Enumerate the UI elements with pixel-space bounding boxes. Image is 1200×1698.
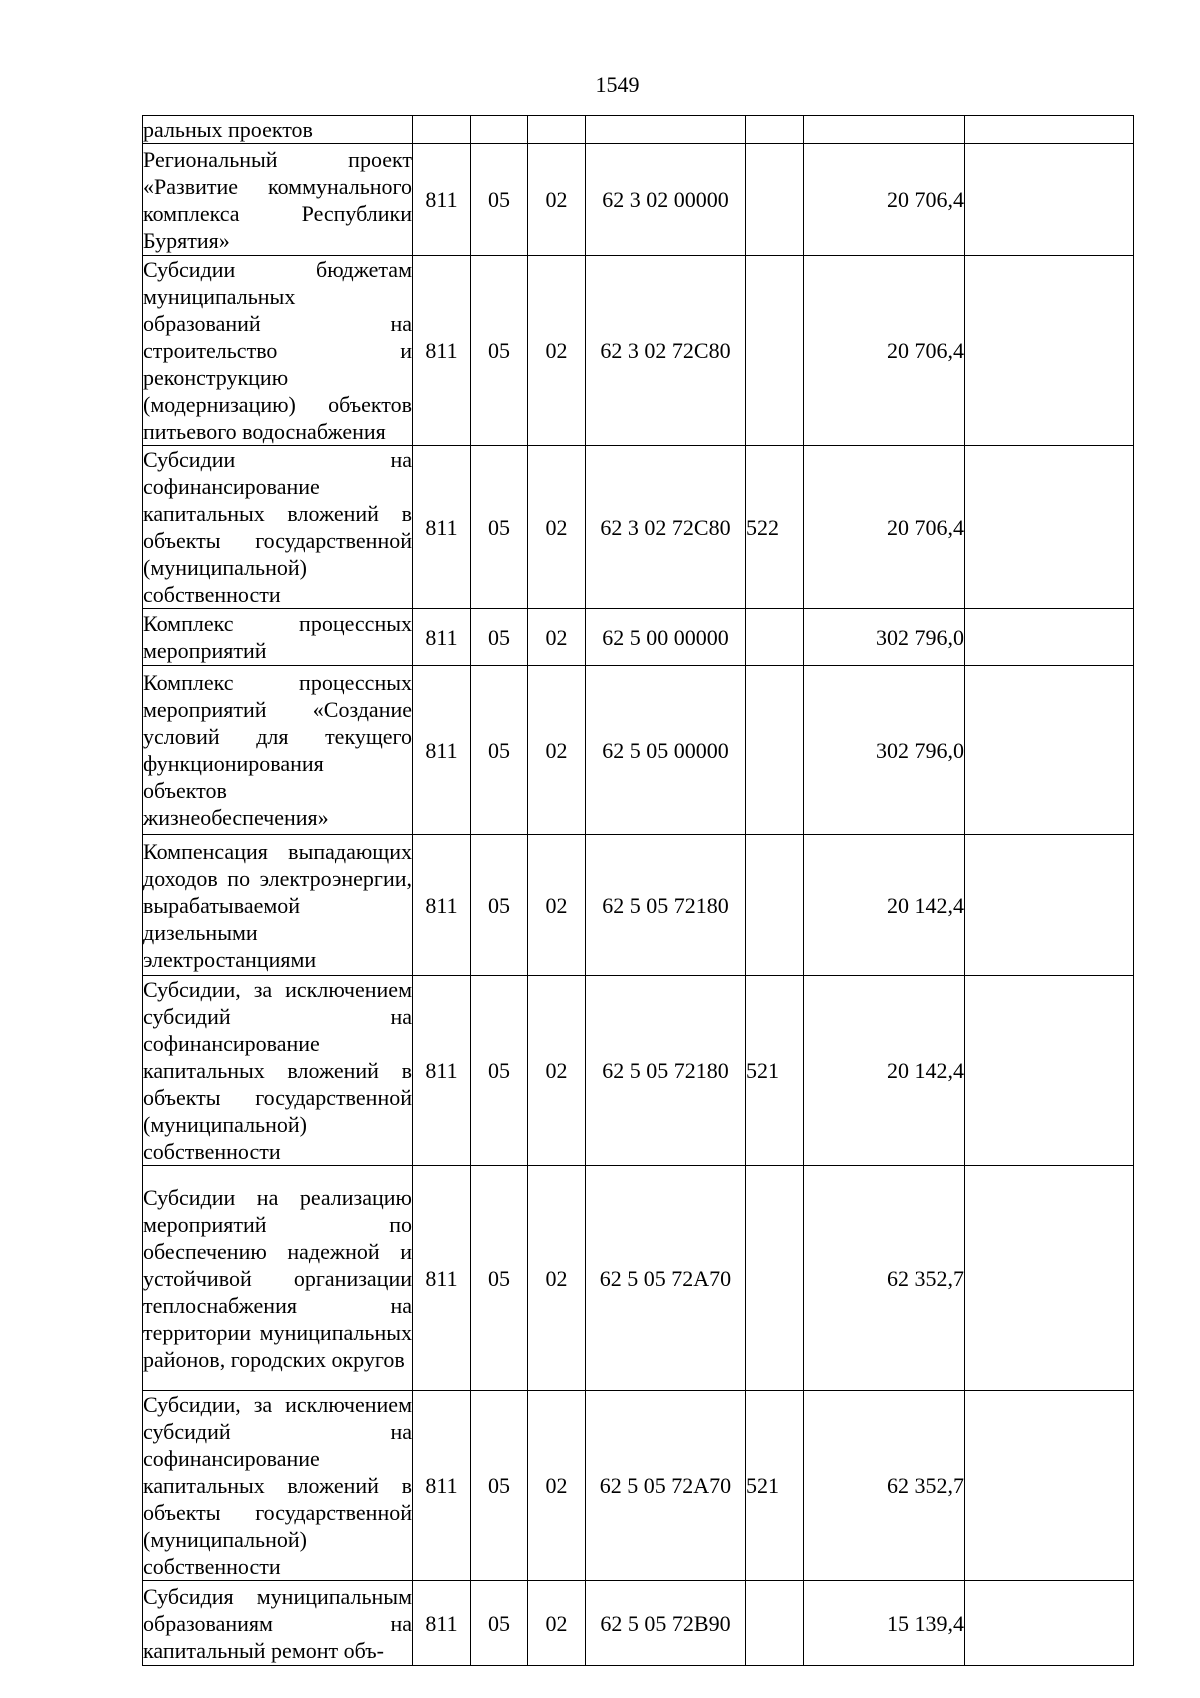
table-row — [143, 976, 1134, 1166]
row-extra — [965, 1391, 1134, 1581]
row-pr: 02 — [528, 144, 586, 256]
row-pr: 02 — [528, 976, 586, 1166]
row-pr: 02 — [528, 666, 586, 835]
table-row — [143, 1166, 1134, 1391]
table-row — [143, 116, 1134, 144]
row-pr: 02 — [528, 609, 586, 666]
row-vr: 521 — [746, 1391, 804, 1581]
row-rz: 05 — [471, 446, 528, 609]
row-vr: 522 — [746, 446, 804, 609]
row-name: Субсидия муниципальным образованиям на капитальный ремонт объ- — [143, 1581, 413, 1666]
row-extra — [965, 666, 1134, 835]
table-row — [143, 256, 1134, 446]
row-ved: 811 — [413, 976, 471, 1166]
row-ved: 811 — [413, 1391, 471, 1581]
row-rz: 05 — [471, 144, 528, 256]
row-name: Субсидии бюджетам муниципальных образований на строительство и реконструкцию (модернизацию) объектов питьевого водоснабжения — [143, 257, 412, 444]
row-extra — [965, 1166, 1134, 1391]
row-pr: 02 — [528, 1581, 586, 1666]
row-vr: 521 — [746, 976, 804, 1166]
row-extra — [965, 446, 1134, 609]
row-extra — [965, 835, 1134, 976]
row-ved: 811 — [413, 1166, 471, 1391]
row-sum: 20 706,4 — [804, 256, 965, 446]
row-extra — [965, 116, 1134, 144]
row-sum: 62 352,7 — [804, 1391, 965, 1581]
row-extra — [965, 976, 1134, 1166]
row-pr — [528, 116, 586, 144]
row-sum: 62 352,7 — [804, 1166, 965, 1391]
row-csr: 62 5 05 00000 — [586, 666, 746, 835]
row-name: Региональный проект «Развитие коммунального комплекса Республики Бурятия» — [143, 144, 413, 256]
row-extra — [965, 609, 1134, 666]
row-sum: 20 706,4 — [804, 144, 965, 256]
row-csr — [586, 116, 746, 144]
row-csr: 62 5 05 72А70 — [586, 1391, 746, 1581]
row-rz: 05 — [471, 1581, 528, 1666]
row-rz: 05 — [471, 666, 528, 835]
row-name: Комплекс процессных мероприятий — [143, 609, 413, 666]
row-extra — [965, 1581, 1134, 1666]
row-ved: 811 — [413, 835, 471, 976]
row-rz: 05 — [471, 1166, 528, 1391]
row-vr — [746, 144, 804, 256]
row-csr: 62 5 05 72А70 — [586, 1166, 746, 1391]
row-rz: 05 — [471, 835, 528, 976]
row-rz: 05 — [471, 609, 528, 666]
row-vr — [746, 609, 804, 666]
row-name: Комплекс процессных мероприятий «Создание условий для текущего функционирования объектов жизнеобеспечения» — [143, 666, 413, 835]
row-rz: 05 — [471, 1391, 528, 1581]
row-csr: 62 5 00 00000 — [586, 609, 746, 666]
row-pr: 02 — [528, 1391, 586, 1581]
row-name: Субсидии, за исключением субсидий на софинансирование капитальных вложений в объекты государственной (муниципальной) собственности — [143, 1392, 412, 1579]
table-row — [143, 446, 1134, 609]
table-row — [143, 1581, 1134, 1666]
budget-table — [142, 115, 1134, 1666]
row-vr — [746, 835, 804, 976]
row-name: Компенсация выпадающих доходов по электроэнергии, вырабатываемой дизельными электростанциями — [143, 835, 413, 976]
table-row — [143, 666, 1134, 835]
table-row — [143, 144, 1134, 256]
row-ved — [413, 116, 471, 144]
row-pr: 02 — [528, 1166, 586, 1391]
row-rz: 05 — [471, 976, 528, 1166]
row-sum: 15 139,4 — [804, 1581, 965, 1666]
row-ved: 811 — [413, 144, 471, 256]
row-csr: 62 5 05 72180 — [586, 835, 746, 976]
row-rz: 05 — [471, 256, 528, 446]
row-csr: 62 5 05 72180 — [586, 976, 746, 1166]
row-name: Субсидии на софинансирование капитальных вложений в объекты государственной (муниципальной) собственности — [143, 447, 412, 607]
row-pr: 02 — [528, 446, 586, 609]
row-csr: 62 5 05 72В90 — [586, 1581, 746, 1666]
row-csr: 62 3 02 72С80 — [586, 446, 746, 609]
row-vr — [746, 666, 804, 835]
row-ved: 811 — [413, 609, 471, 666]
row-vr — [746, 1581, 804, 1666]
row-rz — [471, 116, 528, 144]
table-row — [143, 835, 1134, 976]
row-name: ральных проектов — [143, 116, 413, 144]
table-row — [143, 609, 1134, 666]
row-ved: 811 — [413, 256, 471, 446]
table-row — [143, 1391, 1134, 1581]
row-extra — [965, 256, 1134, 446]
row-extra — [965, 144, 1134, 256]
row-vr — [746, 116, 804, 144]
row-ved: 811 — [413, 666, 471, 835]
row-ved: 811 — [413, 446, 471, 609]
row-pr: 02 — [528, 256, 586, 446]
row-sum: 20 142,4 — [804, 835, 965, 976]
row-sum: 302 796,0 — [804, 666, 965, 835]
page-number: 1549 — [595, 72, 640, 97]
row-name: Субсидии, за исключением субсидий на софинансирование капитальных вложений в объекты государственной (муниципальной) собственности — [143, 977, 412, 1164]
row-csr: 62 3 02 72С80 — [586, 256, 746, 446]
row-pr: 02 — [528, 835, 586, 976]
row-sum: 20 142,4 — [804, 976, 965, 1166]
row-vr — [746, 1166, 804, 1391]
row-sum: 20 706,4 — [804, 446, 965, 609]
row-sum: 302 796,0 — [804, 609, 965, 666]
row-sum — [804, 116, 965, 144]
row-ved: 811 — [413, 1581, 471, 1666]
row-csr: 62 3 02 00000 — [586, 144, 746, 256]
row-name: Субсидии на реализацию мероприятий по обеспечению надежной и устойчивой организации теплоснабжения на территории муниципальных районов, городских округов — [143, 1166, 413, 1391]
row-vr — [746, 256, 804, 446]
